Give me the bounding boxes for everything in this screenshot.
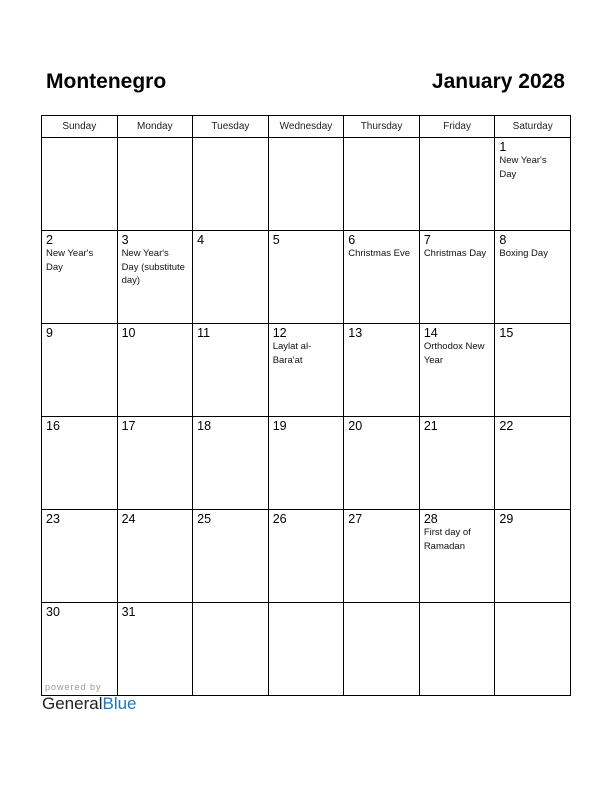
empty-day-cell: [268, 603, 344, 696]
day-number: 5: [272, 233, 280, 247]
day-number: 9: [46, 326, 53, 340]
day-number: 30: [46, 605, 60, 619]
day-cell: [419, 510, 495, 603]
weekday-header: Saturday: [495, 116, 571, 138]
calendar-grid: [41, 115, 571, 696]
brand-blue: Blue: [102, 694, 137, 713]
week-row: [42, 417, 571, 510]
day-cell: [117, 231, 193, 324]
month-year-title: January 2028: [431, 70, 565, 93]
day-cell: [268, 324, 344, 417]
week-row: [42, 324, 571, 417]
empty-day-cell: [495, 603, 571, 696]
day-cell: [344, 510, 420, 603]
week-row: [42, 138, 571, 231]
day-number: 29: [499, 512, 514, 526]
day-cell: [42, 417, 118, 510]
day-number: 8: [499, 233, 507, 247]
footer: [42, 682, 137, 714]
day-cell: [419, 231, 495, 324]
empty-day-cell: [117, 138, 193, 231]
weekday-header: Tuesday: [193, 116, 269, 138]
day-number: 24: [121, 512, 136, 526]
day-number: 2: [46, 233, 53, 247]
day-cell: [117, 510, 193, 603]
empty-day-cell: [42, 138, 118, 231]
brand-logo: [42, 694, 137, 714]
day-cell: [344, 417, 420, 510]
empty-day-cell: [344, 138, 420, 231]
day-number: 25: [197, 512, 212, 526]
powered-by-text: powered by: [45, 682, 102, 692]
day-number: 4: [197, 233, 205, 247]
day-cell: [495, 138, 571, 231]
day-number: 6: [348, 233, 356, 247]
day-cell: [419, 324, 495, 417]
day-cell: [42, 324, 118, 417]
weekday-header: Wednesday: [268, 116, 344, 138]
day-cell: [117, 324, 193, 417]
holiday-event: New Year's Day (substitute day): [121, 248, 185, 286]
weekday-header: Friday: [419, 116, 495, 138]
weekday-header-row: [42, 116, 571, 138]
day-number: 22: [499, 419, 514, 433]
day-cell: [193, 417, 269, 510]
day-cell: [495, 510, 571, 603]
day-cell: [193, 324, 269, 417]
day-number: 7: [423, 233, 431, 247]
holiday-event: Christmas Day: [423, 248, 487, 259]
holiday-event: New Year's Day: [499, 155, 547, 180]
day-number: 11: [197, 326, 211, 340]
day-cell: [268, 231, 344, 324]
day-number: 3: [121, 233, 129, 247]
day-number: 16: [46, 419, 60, 433]
brand-general: General: [42, 694, 103, 713]
day-number: 14: [423, 326, 438, 340]
day-cell: [419, 417, 495, 510]
day-number: 13: [348, 326, 363, 340]
day-number: 1: [499, 140, 507, 154]
day-number: 10: [121, 326, 136, 340]
day-cell: [268, 510, 344, 603]
day-number: 28: [423, 512, 438, 526]
holiday-event: Boxing Day: [499, 248, 548, 259]
day-cell: [344, 324, 420, 417]
empty-day-cell: [193, 138, 269, 231]
empty-day-cell: [268, 138, 344, 231]
holiday-event: Christmas Eve: [348, 248, 411, 259]
holiday-event: First day of Ramadan: [423, 527, 471, 552]
day-number: 21: [423, 419, 438, 433]
day-cell: [495, 324, 571, 417]
day-cell: [117, 417, 193, 510]
day-number: 20: [348, 419, 363, 433]
day-cell: [268, 417, 344, 510]
day-cell: [193, 510, 269, 603]
empty-day-cell: [419, 138, 495, 231]
weekday-header: Sunday: [42, 116, 118, 138]
day-number: 31: [121, 605, 136, 619]
holiday-event: Orthodox New Year: [423, 341, 485, 366]
weekday-header: Thursday: [344, 116, 420, 138]
day-cell: [344, 231, 420, 324]
day-number: 18: [197, 419, 212, 433]
day-number: 27: [348, 512, 363, 526]
country-title: Montenegro: [46, 70, 167, 93]
day-number: 17: [121, 419, 136, 433]
day-cell: [495, 231, 571, 324]
day-cell: [193, 231, 269, 324]
day-number: 19: [272, 419, 287, 433]
week-row: [42, 231, 571, 324]
empty-day-cell: [419, 603, 495, 696]
empty-day-cell: [193, 603, 269, 696]
weekday-header: Monday: [117, 116, 193, 138]
day-number: 26: [272, 512, 287, 526]
day-cell: [42, 510, 118, 603]
day-number: 15: [499, 326, 514, 340]
day-number: 12: [272, 326, 287, 340]
week-row: [42, 510, 571, 603]
holiday-event: New Year's Day: [46, 248, 94, 273]
day-cell: [42, 231, 118, 324]
holiday-event: Laylat al-Bara'at: [272, 341, 312, 366]
day-cell: [495, 417, 571, 510]
day-number: 23: [46, 512, 60, 526]
empty-day-cell: [344, 603, 420, 696]
